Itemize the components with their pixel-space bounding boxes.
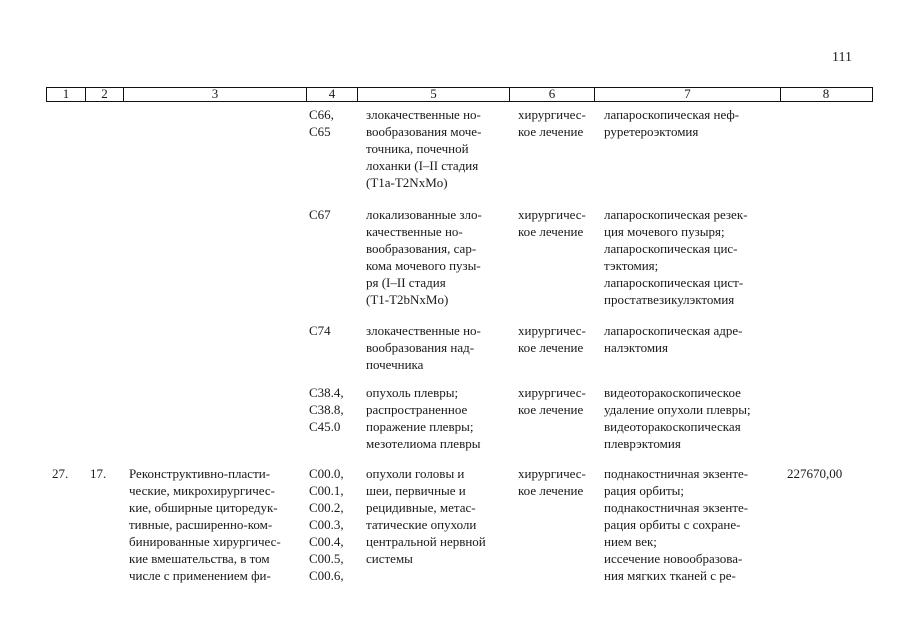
header-col-5: 5 [357, 88, 509, 101]
icd-codes: C74 [309, 323, 331, 338]
page-number: 111 [832, 50, 852, 65]
treatment-type: хирургичес- кое лечение [518, 466, 586, 498]
treatment-method: поднакостничная экзенте- рация орбиты; поднакостничная экзенте- рация орбиты с сохране- нием век; иссечение новообразова- ния мягких тканей с ре- [604, 466, 749, 583]
header-col-3: 3 [123, 88, 306, 101]
diagnosis: локализованные зло- качественные но- вообразования, сар- кома мочевого пузы- ря (I–II стадия (T1-T2bNxMo) [366, 207, 482, 307]
diagnosis: злокачественные но- вообразования моче- точника, почечной лоханки (I–II стадия (T1a-T2NxMo) [366, 107, 482, 190]
procedure-name: Реконструктивно-пласти- ческие, микрохирургичес- кие, обширные циторедук- тивные, расширенно-ком- бинированные хирургичес- кие вмешательства, в том числе с применением фи- [129, 466, 281, 583]
treatment-type: хирургичес- кое лечение [518, 323, 586, 355]
treatment-method: лапароскопическая резек- ция мочевого пузыря; лапароскопическая цис- тэктомия; лапароскопическая цист- простатвезикулэктомия [604, 207, 748, 307]
treatment-type: хирургичес- кое лечение [518, 207, 586, 239]
row-subnumber: 17. [90, 466, 107, 481]
diagnosis: опухоли головы и шеи, первичные и рецидивные, метас- татические опухоли центральной нервной системы [366, 466, 486, 566]
table-header [46, 87, 873, 102]
treatment-type: хирургичес- кое лечение [518, 107, 586, 139]
header-col-8: 8 [780, 88, 871, 101]
diagnosis: злокачественные но- вообразования над- почечника [366, 323, 481, 372]
treatment-method: лапароскопическая неф- руретероэктомия [604, 107, 740, 139]
treatment-type: хирургичес- кое лечение [518, 385, 586, 417]
diagnosis: опухоль плевры; распространенное поражение плевры; мезотелиома плевры [366, 385, 481, 451]
icd-codes: C38.4, C38.8, C45.0 [309, 385, 344, 434]
icd-codes: C66, C65 [309, 107, 334, 139]
header-col-7: 7 [594, 88, 780, 101]
header-col-6: 6 [509, 88, 594, 101]
icd-codes: C67 [309, 207, 331, 222]
header-col-1: 1 [62, 86, 70, 101]
treatment-method: видеоторакоскопическое удаление опухоли плевры; видеоторакоскопическая плеврэктомия [604, 385, 751, 451]
header-col-2: 2 [85, 88, 123, 101]
row-number: 27. [52, 466, 69, 481]
treatment-method: лапароскопическая адре- налэктомия [604, 323, 743, 355]
cost-value: 227670,00 [787, 466, 843, 481]
header-col-4: 4 [306, 88, 357, 101]
icd-codes: C00.0, C00.1, C00.2, C00.3, C00.4, C00.5, C00.6, [309, 466, 344, 583]
